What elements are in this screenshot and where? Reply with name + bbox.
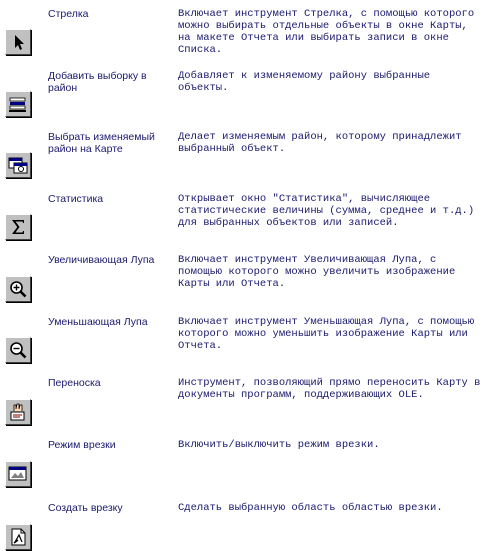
tool-description: Сделать выбранную область областью врезки. (178, 502, 443, 514)
tool-name: Режим врезки (48, 439, 116, 451)
inset-mode-icon (5, 461, 31, 487)
tool-name: Выбрать изменяемый район на Карте (48, 131, 155, 155)
tool-name: Статистика (48, 193, 104, 205)
tool-description: Инструмент, позволяющий прямо переносить Карту в документы программ, поддерживающих OLE. (178, 377, 481, 401)
create-inset-icon (5, 524, 31, 550)
tool-name: Уменьшающая Лупа (48, 316, 148, 328)
tool-description: Добавляет к изменяемому району выбранные объекты. (178, 70, 431, 94)
drag-map-icon (5, 399, 31, 425)
tool-name: Создать врезку (48, 502, 123, 514)
tool-name: Переноска (48, 377, 101, 389)
tool-description: Открывает окно "Статистика", вычисляющее статистические величины (сумма, среднее и т.д.) для выбранных объектов или записей. (178, 193, 475, 229)
tool-name: Увеличивающая Лупа (48, 254, 155, 266)
tool-name: Стрелка (48, 8, 89, 20)
sigma-icon (5, 214, 31, 240)
tool-description: Включает инструмент Уменьшающая Лупа, с помощью которого можно уменьшить изображение Карты или Отчета. (178, 316, 475, 352)
tool-description: Включить/выключить режим врезки. (178, 439, 380, 451)
select-editable-district-icon (5, 152, 31, 178)
tool-description: Делает изменяемым район, которому принадлежит выбранный объект. (178, 131, 462, 155)
arrow-cursor-icon (5, 29, 31, 55)
tool-description: Включает инструмент Стрелка, с помощью которого можно выбирать отдельные объекты в окне Карты, на макете Отчета или выбирать записи в окне Списка. (178, 8, 475, 56)
zoom-in-icon (5, 276, 31, 302)
tool-name: Добавить выборку в район (48, 70, 147, 94)
zoom-out-icon (5, 337, 31, 363)
tool-description: Включает инструмент Увеличивающая Лупа, с помощью которого можно увеличить изображение Карты или Отчета. (178, 254, 456, 290)
add-selection-to-district-icon (5, 91, 31, 117)
